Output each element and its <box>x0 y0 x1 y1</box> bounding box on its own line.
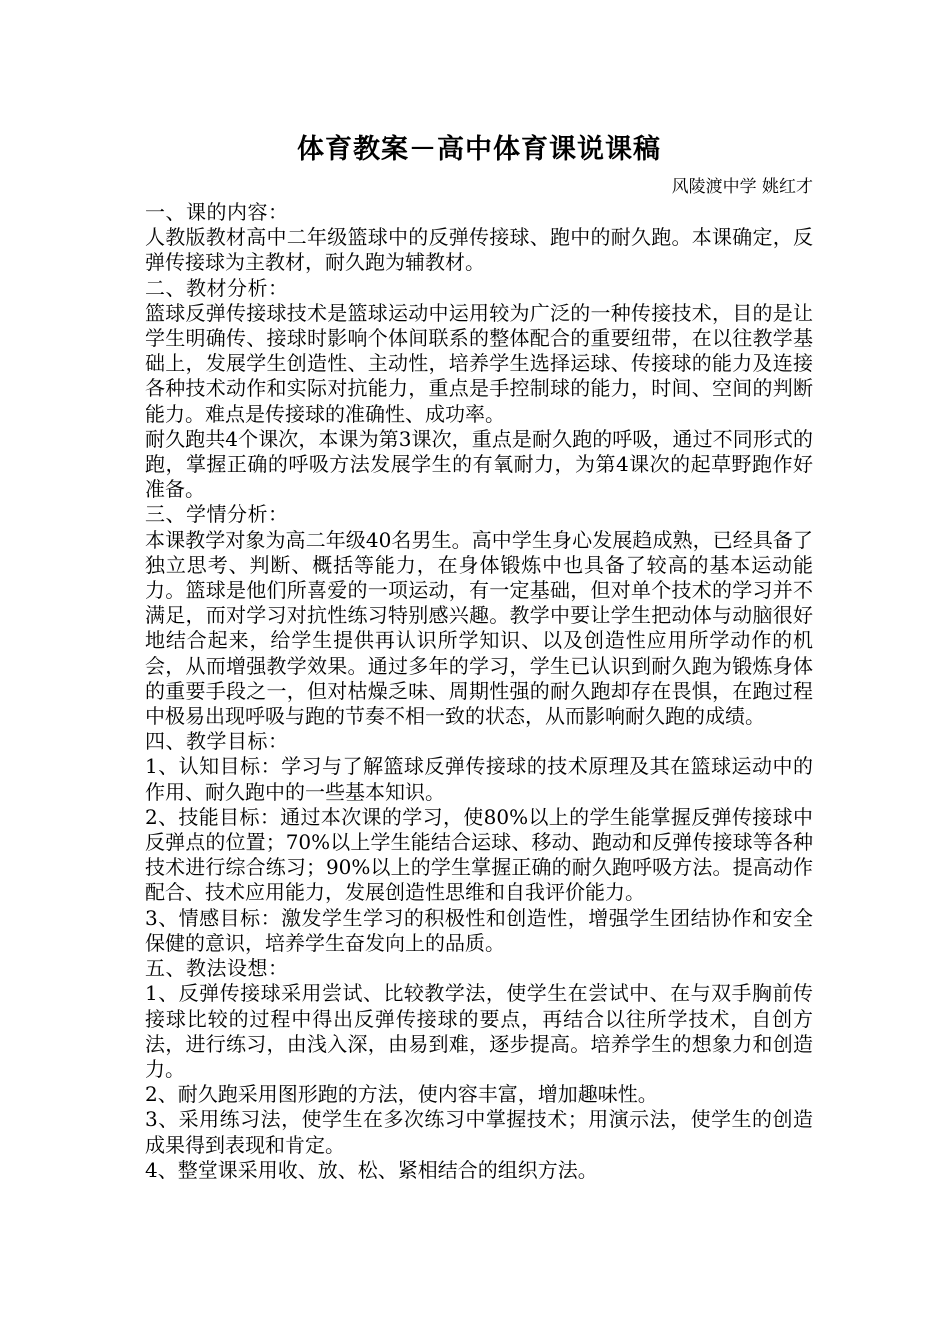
paragraph: 人教版教材高中二年级篮球中的反弹传接球、跑中的耐久跑。本课确定，反弹传接球为主教材，耐久跑为辅教材。 <box>145 225 813 275</box>
section-content <box>145 200 813 276</box>
section-heading: 二、教材分析： <box>145 275 289 300</box>
paragraph: 篮球反弹传接球技术是篮球运动中运用较为广泛的一种传接技术，目的是让学生明确传、接球时影响个体间联系的整体配合的重要纽带，在以往教学基础上，发展学生创造性、主动性，培养学生选择运球、传接球的能力及连接各种技术动作和实际对抗能力，重点是手控制球的能力，时间、空间的判断能力。难点是传接球的准确性、成功率。 <box>145 300 813 426</box>
document-page <box>145 130 813 1183</box>
section-heading: 四、教学目标： <box>145 729 289 754</box>
paragraph: 本课教学对象为高二年级40名男生。高中学生身心发展趋成熟，已经具备了独立思考、判断、概括等能力，在身体锻炼中也具备了较高的基本运动能力。篮球是他们所喜爱的一项运动，有一定基础，但对单个技术的学习并不满足，而对学习对抗性练习特别感兴趣。教学中要让学生把动体与动脑很好地结合起来，给学生提供再认识所学知识、以及创造性应用所学动作的机会，从而增强教学效果。通过多年的学习，学生已认识到耐久跑为锻炼身体的重要手段之一，但对枯燥乏味、周期性强的耐久跑却存在畏惧，在跑过程中极易出现呼吸与跑的节奏不相一致的状态，从而影响耐久跑的成绩。 <box>145 527 813 729</box>
paragraph: 耐久跑共4个课次，本课为第3课次，重点是耐久跑的呼吸，通过不同形式的跑，掌握正确的呼吸方法发展学生的有氧耐力，为第4课次的起草野跑作好准备。 <box>145 426 813 502</box>
section-material-analysis <box>145 276 813 503</box>
paragraph: 1、认知目标：学习与了解篮球反弹传接球的技术原理及其在篮球运动中的作用、耐久跑中的一些基本知识。 <box>145 754 813 804</box>
section-student-analysis <box>145 502 813 729</box>
paragraph: 3、情感目标：激发学生学习的积极性和创造性，增强学生团结协作和安全保健的意识，培养学生奋发向上的品质。 <box>145 905 813 955</box>
paragraph: 3、采用练习法，使学生在多次练习中掌握技术；用演示法，使学生的创造成果得到表现和肯定。 <box>145 1107 813 1157</box>
section-heading: 五、教法设想： <box>145 956 289 981</box>
section-heading: 一、课的内容： <box>145 200 289 224</box>
paragraph: 4、整堂课采用收、放、松、紧相结合的组织方法。 <box>145 1157 598 1182</box>
document-author: 风陵渡中学 姚红才 <box>671 177 813 197</box>
section-heading: 三、学情分析： <box>145 502 289 527</box>
paragraph: 2、耐久跑采用图形跑的方法，使内容丰富，增加趣味性。 <box>145 1082 658 1107</box>
section-teaching-goals <box>145 729 813 956</box>
section-teaching-methods <box>145 956 813 1183</box>
paragraph: 1、反弹传接球采用尝试、比较教学法，使学生在尝试中、在与双手胸前传接球比较的过程中得出反弹传接球的要点，再结合以往所学技术，自创方法，进行练习，由浅入深，由易到难，逐步提高。培养学生的想象力和创造力。 <box>145 981 813 1081</box>
document-title: 体育教案－高中体育课说课稿 <box>297 134 661 165</box>
paragraph: 2、技能目标：通过本次课的学习，使80%以上的学生能掌握反弹传接球中反弹点的位置；70%以上学生能结合运球、移动、跑动和反弹传接球等各种技术进行综合练习；90%以上的学生掌握正确的耐久跑呼吸方法。提高动作配合、技术应用能力，发展创造性思维和自我评价能力。 <box>145 804 813 905</box>
